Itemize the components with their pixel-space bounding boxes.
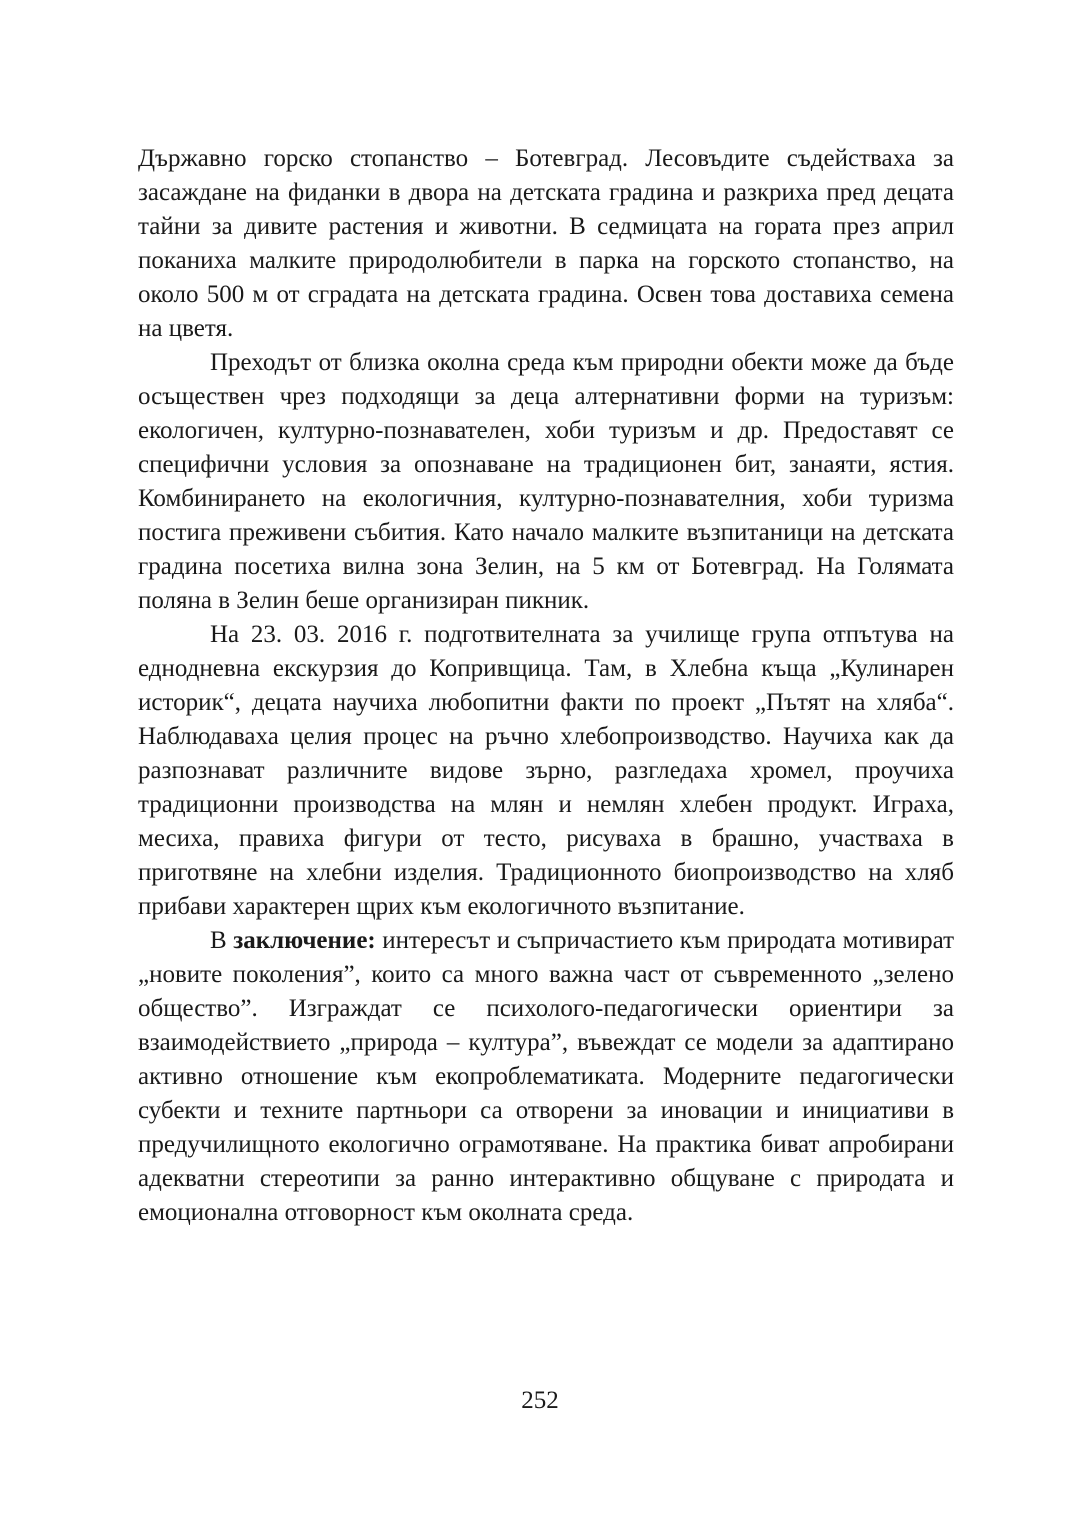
body-text	[138, 142, 954, 1230]
conclusion-keyword: заключение:	[233, 927, 376, 954]
conclusion-lead: В	[210, 927, 234, 954]
paragraph-4-conclusion	[138, 924, 954, 1230]
page-number: 252	[521, 1387, 559, 1414]
paragraph-3: На 23. 03. 2016 г. подготвителната за училище група отпътува на еднодневна екскурзия до Копривщица. Там, в Хлебна къща „Кулинарен историк“, децата научиха любопитни факти по проект „Пътят на хляба“. Наблюдаваха целия процес на ръчно хлебопроизводство. Научиха как да разпознават различните видове зърно, разгледаха хромел, проучиха традиционни производства на млян и немлян хлебен продукт. Играха, месиха, правиха фигури от тесто, рисуваха в брашно, участваха в приготвяне на хлебни изделия. Традиционното биопроизводство на хляб прибави характерен щрих към екологичното възпитание.	[138, 621, 954, 920]
conclusion-text: интересът и съпричастието към природата мотивират „новите поколения”, които са много важна част от съвременното „зелено общество”. Изграждат се психолого-педагогически ориентири за взаимодействието „природа – култура”, въвеждат се модели за адаптирано активно отношение към екопроблематиката. Модерните педагогически субекти и техните партньори са отворени за иновации и инициативи в предучилищното екологично ограмотяване. На практика биват апробирани адекватни стереотипи за ранно интерактивно общуване с природата и емоционална отговорност към околната среда.	[138, 927, 954, 1226]
paragraph-2: Преходът от близка околна среда към природни обекти може да бъде осъществен чрез подходящи за деца алтернативни форми на туризъм: екологичен, културно-познавателен, хоби туризъм и др. Предоставят се специфични условия за опознаване на традиционен бит, занаяти, ястия. Комбинирането на екологичния, културно-познавателния, хоби туризма постига преживени събития. Като начало малките възпитаници на детската градина посетиха вилна зона Зелин, на 5 км от Ботевград. На Голямата поляна в Зелин беше организиран пикник.	[138, 349, 954, 614]
paragraph-1: Държавно горско стопанство – Ботевград. Лесовъдите съдействаха за засаждане на фиданки в двора на детската градина и разкриха пред децата тайни за дивите растения и животни. В седмицата на гората през април поканиха малките природолюбители в парка на горското стопанство, на около 500 м от сградата на детската градина. Освен това доставиха семена на цветя.	[138, 145, 954, 342]
